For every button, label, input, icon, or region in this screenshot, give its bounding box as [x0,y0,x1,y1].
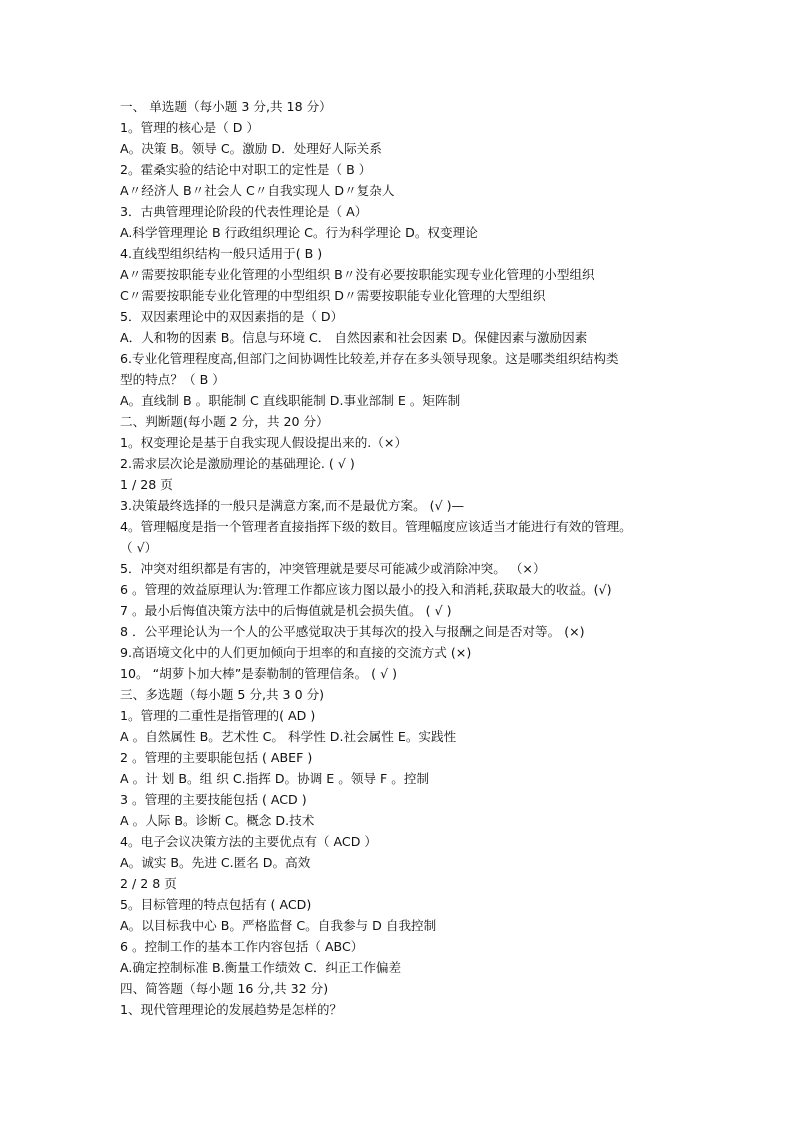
question-text: 6.专业化管理程度高,但部门之间协调性比较差,并存在多头领导现象。这是哪类组织结构类 [120,351,619,366]
section-heading-multiple-choice: 三、多选题（每小题 5 分,共 3 0 分) [120,687,325,702]
document-page [120,96,690,1020]
question-text: 4。电子会议决策方法的主要优点有（ ACD ） [120,834,377,849]
statement-text: 5．冲突对组织都是有害的，冲突管理就是要尽可能减少或消除冲突。 （×） [120,561,546,576]
question-text: 3 。管理的主要技能包括 ( ACD ) [120,792,307,807]
statement-text: 2.需求层次论是激励理论的基础理论. ( √ ) [120,456,355,471]
section-heading-true-false: 二、判断题(每小题 2 分，共 20 分） [120,414,329,429]
question-text: 2。霍桑实验的结论中对职工的定性是（ B ） [120,162,372,177]
statement-text: 8 ．公平理论认为一个人的公平感觉取决于其每次的投入与报酬之间是否对等。 (×) [120,624,585,639]
answer-options: A。直线制 B 。职能制 C 直线职能制 D.事业部制 E 。矩阵制 [120,393,461,408]
question-text: 1。管理的二重性是指管理的( AD ) [120,708,316,723]
question-text: 2 。管理的主要职能包括 ( ABEF ) [120,750,313,765]
question-text: 6 。控制工作的基本工作内容包括（ ABC） [120,939,364,954]
statement-text: 9.高语境文化中的人们更加倾向于坦率的和直接的交流方式 (×) [120,645,472,660]
statement-text: 10。 “胡萝卜加大棒”是泰勒制的管理信条。 ( √ ) [120,666,398,681]
statement-text: 6 。管理的效益原理认为:管理工作都应该力图以最小的投入和消耗,获取最大的收益。(√) [120,582,612,597]
statement-text: 3.决策最终选择的一般只是满意方案,而不是最优方案。 (√ )— [120,498,465,513]
question-text: 3．古典管理理论阶段的代表性理论是（ A） [120,204,368,219]
answer-options: A。诚实 B。先进 C.匿名 D。高效 [120,855,311,870]
statement-text: 1。权变理论是基于自我实现人假设提出来的.（×） [120,435,408,450]
answer-options: A 。自然属性 B。艺术性 C。 科学性 D.社会属性 E。实践性 [120,729,457,744]
answer-options: A.确定控制标准 B.衡量工作绩效 C．纠正工作偏差 [120,960,402,975]
question-text: 5。目标管理的特点包括有 ( ACD) [120,897,312,912]
question-text: 1、现代管理理论的发展趋势是怎样的？ [120,1002,343,1017]
section-heading-single-choice: 一、 单选题（每小题 3 分,共 18 分） [120,99,332,114]
question-text: 1。管理的核心是（ D ） [120,120,260,135]
question-text: 5．双因素理论中的双因素指的是（ D） [120,309,344,324]
answer-options: A。以目标我中心 B。严格监督 C。自我参与 D 自我控制 [120,918,437,933]
answer-options: A。决策 B。领导 C。激励 D．处理好人际关系 [120,141,382,156]
statement-text: 7 。最小后悔值决策方法中的后悔值就是机会损失值。 ( √ ) [120,603,452,618]
question-text: 4.直线型组织结构一般只适用于( B ) [120,246,323,261]
answer-options: C〃需要按职能专业化管理的中型组织 D〃需要按职能专业化管理的大型组织 [120,288,546,303]
statement-text: 4。管理幅度是指一个管理者直接指挥下级的数目。管理幅度应该适当才能进行有效的管理。 [120,519,632,534]
section-heading-short-answer: 四、简答题（每小题 16 分,共 32 分) [120,981,329,996]
answer-options: A 。人际 B。诊断 C。概念 D.技术 [120,813,315,828]
answer-options: A．人和物的因素 B。信息与环境 C． 自然因素和社会因素 D。保健因素与激励因素 [120,330,588,345]
page-number: 1 / 28 页 [120,477,173,492]
page-number: 2 / 2 8 页 [120,876,177,891]
statement-answer: （ √） [120,540,158,555]
answer-options: A.科学管理理论 B 行政组织理论 C。行为科学理论 D。权变理论 [120,225,478,240]
answer-options: A〃经济人 B〃社会人 C〃自我实现人 D〃复杂人 [120,183,395,198]
question-text-continued: 型的特点？（ B ） [120,372,225,387]
answer-options: A〃需要按职能专业化管理的小型组织 B〃没有必要按职能实现专业化管理的小型组织 [120,267,595,282]
answer-options: A 。计 划 B。组 织 C.指挥 D。协调 E 。领导 F 。控制 [120,771,430,786]
